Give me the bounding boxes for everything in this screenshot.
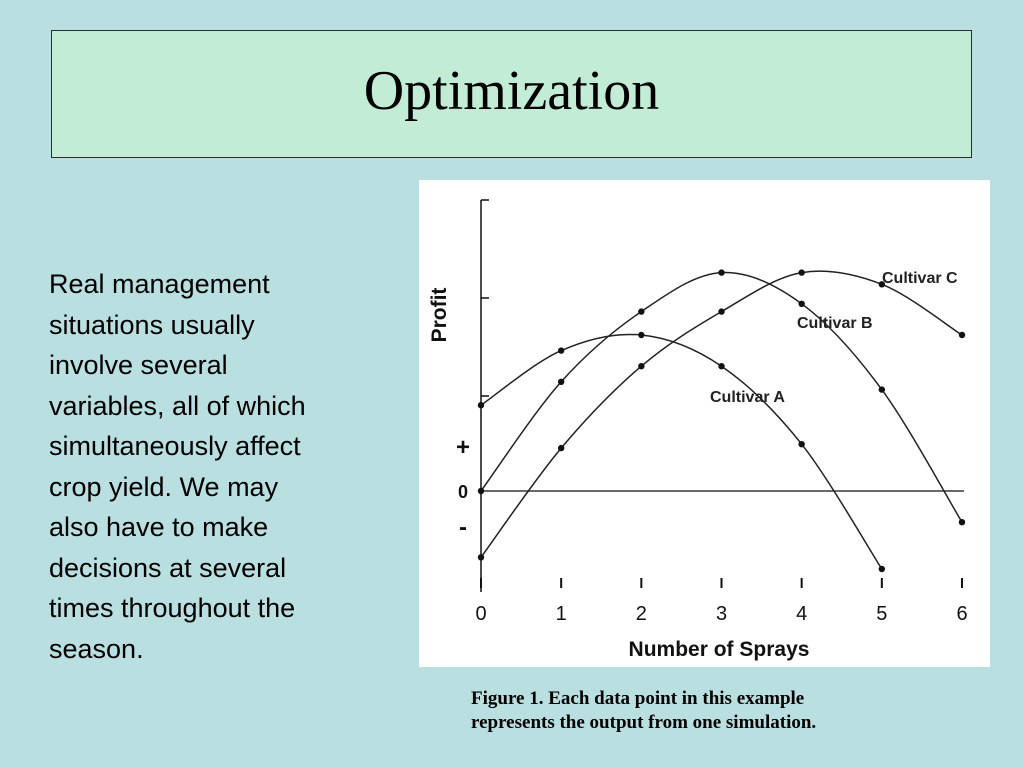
y-zero-marker: 0: [457, 482, 469, 502]
series-label-cultivar-b: Cultivar B: [797, 315, 873, 332]
x-axis-label: Number of Sprays: [628, 638, 810, 661]
y-plus-marker: +: [455, 434, 471, 461]
y-minus-marker: -: [459, 514, 467, 541]
data-point-cultivar-c: [558, 445, 564, 451]
data-point-cultivar-b: [959, 519, 965, 525]
profit-chart: [419, 180, 990, 667]
series-label-cultivar-a: Cultivar A: [710, 389, 785, 406]
x-tick-label: 1: [555, 603, 567, 625]
series-line-cultivar-a: [481, 334, 882, 569]
figure-caption: Figure 1. Each data point in this example represents the output from one simulation.: [471, 688, 817, 733]
data-point-cultivar-b: [798, 301, 804, 307]
x-tick-label: 0: [475, 603, 487, 625]
data-point-cultivar-a: [879, 566, 885, 572]
data-point-cultivar-b: [718, 269, 724, 275]
chart-panel: [419, 180, 990, 667]
data-point-cultivar-b: [638, 308, 644, 314]
data-point-cultivar-c: [638, 363, 644, 369]
x-tick-label: 4: [796, 603, 808, 625]
data-point-cultivar-a: [478, 402, 484, 408]
data-point-cultivar-a: [638, 332, 644, 338]
x-tick-label: 5: [876, 603, 888, 625]
data-point-cultivar-b: [478, 488, 484, 494]
series-label-cultivar-c: Cultivar C: [882, 270, 958, 287]
curves-layer: [481, 271, 962, 569]
data-point-cultivar-c: [478, 554, 484, 560]
points-layer: [478, 269, 965, 572]
x-tick-label: 2: [635, 603, 647, 625]
data-point-cultivar-a: [558, 347, 564, 353]
data-point-cultivar-c: [959, 332, 965, 338]
slide-title: Optimization: [363, 60, 660, 122]
body-paragraph: Real management situations usually involve several variables, all of which simultaneously affect crop yield. We may also have to make decisions at several times throughout the season.: [49, 269, 306, 664]
x-tick-label: 3: [715, 603, 728, 625]
data-point-cultivar-c: [718, 308, 724, 314]
title-box: [51, 30, 972, 158]
data-point-cultivar-b: [879, 386, 885, 392]
data-point-cultivar-a: [718, 363, 724, 369]
y-axis-label: Profit: [428, 287, 451, 343]
x-tick-label: 6: [956, 603, 968, 625]
axes-layer: [475, 200, 967, 625]
data-point-cultivar-c: [798, 269, 804, 275]
data-point-cultivar-a: [798, 441, 804, 447]
data-point-cultivar-b: [558, 379, 564, 385]
